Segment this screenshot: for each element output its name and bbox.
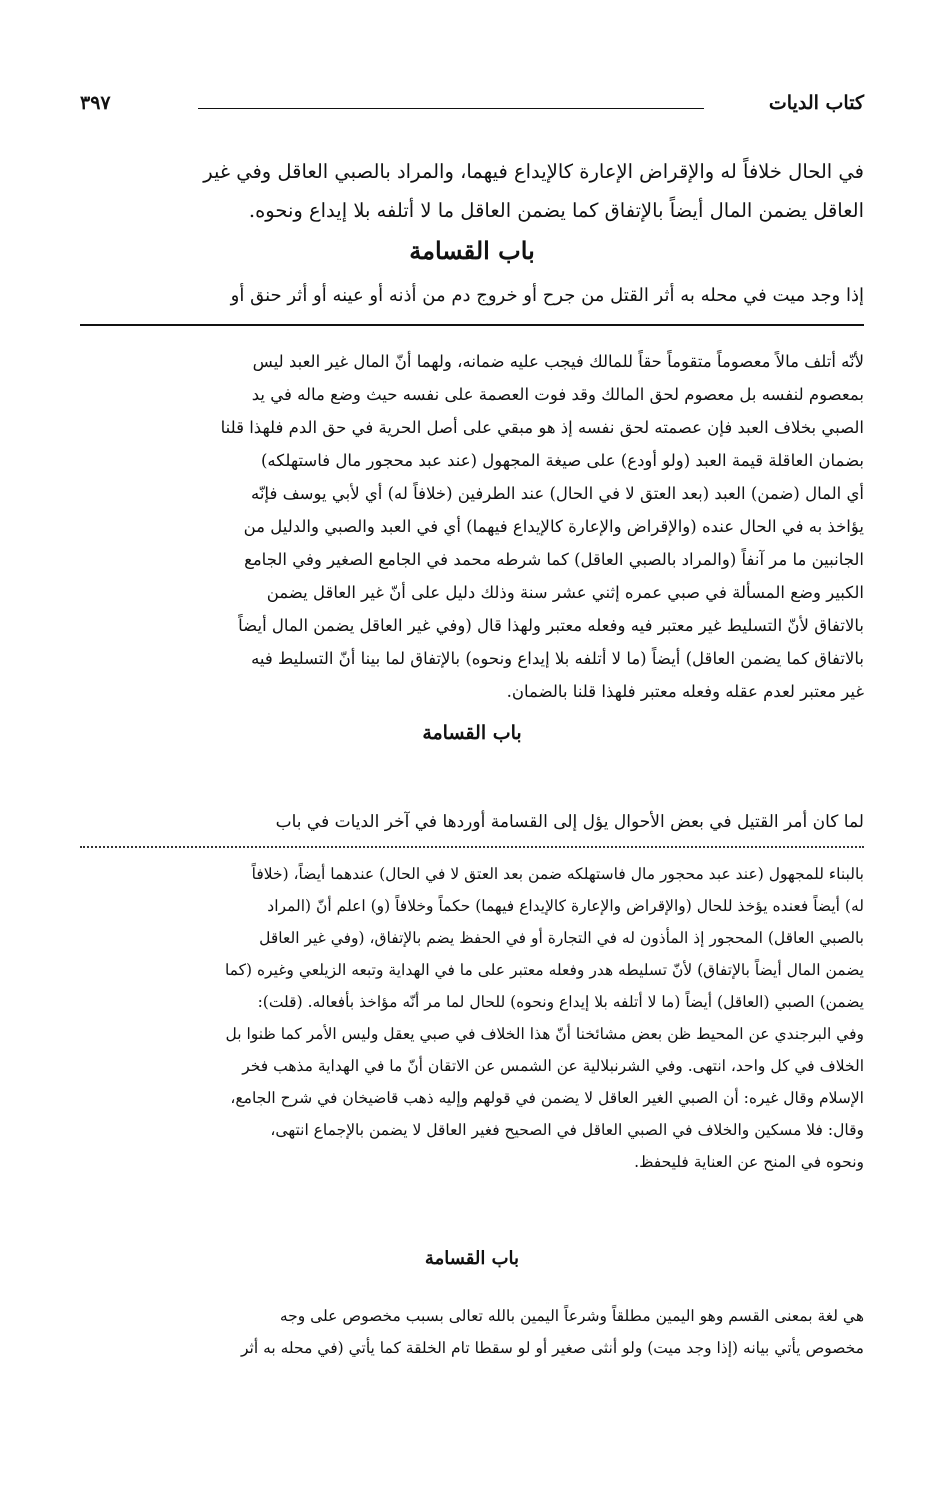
gloss-block (80, 858, 864, 1178)
running-header (80, 92, 864, 126)
text-line: ونحوه في المنح عن العناية فليحفظ. (634, 1153, 864, 1171)
text-line: في الحال خلافاً له والإقراض الإعارة كالإيداع فيهما، والمراد بالصبي العاقل وفي غير (203, 160, 864, 183)
dotted-divider (80, 846, 864, 848)
page-number: ٣٩٧ (80, 92, 111, 114)
chapter-title: كتاب الديات (768, 92, 864, 114)
text-line: غير معتبر لعدم عقله وفعله معتبر فلهذا قلنا بالضمان. (506, 682, 864, 701)
text-line: بمعصوم لنفسه بل معصوم لحق المالك وقد فوت العصمة على نفسه حيث وضع ماله في يد (251, 385, 864, 404)
text-line: العاقل يضمن المال أيضاً بالإتفاق كما يضمن العاقل ما لا أتلفه بلا إيداع ونحوه. (248, 199, 864, 222)
text-line: يؤاخذ به في الحال عنده (والإقراض والإعارة كالإيداع فيهما) أي في العبد والصبي والدليل من (243, 517, 864, 536)
matn-section-heading: باب القسامة (409, 236, 535, 265)
text-line: بضمان العاقلة قيمة العبد (ولو أودع) على صيغة المجهول (عند عبد محجور مال فاستهلكه) (260, 451, 864, 470)
text-line: يضمن) الصبي (العاقل) أيضاً (ما لا أتلفه بلا إيداع ونحوه) للحال لما مر أنّه مؤاخذ بأفعاله. (قلت): (257, 993, 864, 1011)
text-line: بالصبي العاقل) المحجور إذ المأذون له في التجارة أو في الحفظ يضم بالإتفاق، (وفي غير العاقل (259, 929, 864, 947)
text-line: الخلاف في كل واحد، انتهى. وفي الشرنبلالية عن الشمس عن الاتقان أنّ ما في الهداية مذهب فخر (242, 1057, 864, 1075)
text-line: بالاتفاق لأنّ التسليط غير معتبر فيه وفعله معتبر ولهذا قال (وفي غير العاقل يضمن المال أيضاً (238, 616, 864, 635)
text-line: له) أيضاً فعنده يؤخذ للحال (والإقراض والإعارة كالإيداع فيهما) حكماً وخلافاً (و) اعلم أنّ (المراد (267, 897, 864, 915)
gloss-heading: باب القسامة (424, 1248, 520, 1269)
text-line: الإسلام وقال غيره: أن الصبي الغير العاقل لا يضمن في قولهم وإليه ذهب قاضيخان في شرح الجامع، (230, 1089, 864, 1107)
text-line: لأنّه أتلف مالاً معصوماً متقوماً حقاً للمالك فيجب عليه ضمانه، ولهما أنّ المال غير العبد ليس (252, 352, 864, 371)
matn-paragraph-2: إذا وجد ميت في محله به أثر القتل من جرح أو خروج دم من أذنه أو عينه أو أثر حنق أو (230, 285, 864, 306)
commentary-block-2: لما كان أمر القتيل في بعض الأحوال يؤل إلى القسامة أوردها في آخر الديات في باب (275, 812, 864, 832)
matn-paragraph-1 (80, 152, 864, 230)
commentary-heading: باب القسامة (422, 722, 522, 744)
text-line: الجانبين ما مر آنفاً (والمراد بالصبي العاقل) كما شرطه محمد في الجامع الصغير وفي الجامع (244, 550, 864, 569)
text-line: الصبي بخلاف العبد فإن عصمته لحق نفسه إذ هو مبقي على أصل الحرية في حق الدم فلهذا قلنا (220, 418, 864, 437)
header-rule (198, 108, 704, 109)
text-line: أي المال (ضمن) العبد (بعد العتق لا في الحال) عند الطرفين (خلافاً له) أي لأبي يوسف فإنّه (250, 484, 864, 503)
text-line: وفي البرجندي عن المحيط ظن بعض مشائخنا أنّ هذا الخلاف في صبي يعقل وليس الأمر كما ظنوا بل (225, 1025, 864, 1043)
section-divider (80, 324, 864, 326)
text-line: بالاتفاق كما يضمن العاقل) أيضاً (ما لا أتلفه بلا إيداع ونحوه) بالإتفاق لما بينا أنّ التسليط فيه (251, 649, 864, 668)
text-line: وقال: فلا مسكين والخلاف في الصبي العاقل في الصحيح فغير العاقل لا يضمن بالإجماع انتهى، (270, 1121, 864, 1139)
text-line: بالبناء للمجهول (عند عبد محجور مال فاستهلكه ضمن بعد العتق لا في الحال) عندهما أيضاً، (خلافاً (251, 865, 864, 883)
text-line: مخصوص يأتي بيانه (إذا وجد ميت) ولو أنثى صغير أو لو سقطا تام الخلقة كما يأتي (في محله به أثر (240, 1339, 864, 1357)
text-line: الكبير وضع المسألة في صبي عمره إثني عشر سنة وذلك دليل على أنّ غير العاقل يضمن (266, 583, 864, 602)
gloss-block-2 (80, 1300, 864, 1364)
text-line: هي لغة بمعنى القسم وهو اليمين مطلقاً وشرعاً اليمين بالله تعالى بسبب مخصوص على وجه (279, 1307, 864, 1325)
commentary-block-1 (80, 345, 864, 708)
text-line: يضمن المال أيضاً بالإتفاق) لأنّ تسليطه هدر وفعله معتبر على ما في الهداية وتبعه الزيلعي وغيره (كما (224, 961, 864, 979)
